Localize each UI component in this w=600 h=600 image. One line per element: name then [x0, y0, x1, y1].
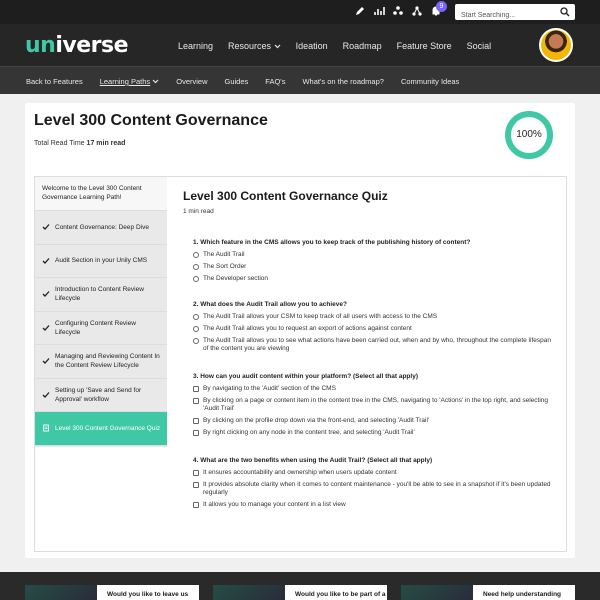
checkbox[interactable] — [193, 482, 199, 488]
radio-button[interactable] — [193, 252, 199, 258]
subnav-community-ideas[interactable]: Community Ideas — [400, 77, 460, 86]
footer-card-image — [25, 585, 97, 600]
welcome-step[interactable]: Welcome to the Level 300 Content Governance Learning Path! — [35, 177, 167, 211]
nav-learning[interactable]: Learning — [178, 41, 214, 51]
sidebar-step-label: Level 300 Content Governance Quiz — [55, 424, 161, 432]
nav-ideation[interactable]: Ideation — [295, 41, 328, 51]
page-title: Level 300 Content Governance — [34, 112, 268, 129]
answer-option[interactable] — [193, 251, 553, 259]
question-title: 1. Which feature in the CMS allows you to keep track of the publishing history of content? — [193, 239, 471, 246]
answer-label: By right clicking on any node in the content tree, and selecting 'Audit Trail' — [203, 429, 415, 436]
notifications-button[interactable] — [430, 5, 442, 17]
checkmark-icon — [42, 290, 50, 298]
radio-button[interactable] — [193, 314, 199, 320]
steps-sidebar — [35, 177, 167, 447]
chevron-down-icon — [274, 44, 281, 49]
answer-label: By clicking on the profile drop down via the front-end, and selecting 'Audit Trail' — [203, 417, 430, 424]
footer-card-image — [213, 585, 285, 600]
radio-button[interactable] — [193, 264, 199, 270]
utility-icons — [354, 5, 442, 17]
sidebar-step-label: Introduction to Content Review Lifecycle — [55, 286, 144, 303]
radio-button[interactable] — [193, 338, 199, 344]
progress-label: 100% — [516, 129, 542, 140]
checkmark-icon — [42, 357, 50, 365]
checkbox[interactable] — [193, 418, 199, 424]
footer-card[interactable] — [25, 585, 199, 600]
answer-option[interactable] — [193, 325, 553, 333]
nav-resources-label: Resources — [228, 41, 272, 51]
question-title: 2. What does the Audit Trail allow you to achieve? — [193, 301, 347, 308]
answer-option[interactable] — [193, 429, 553, 437]
answer-option[interactable] — [193, 263, 553, 271]
checkmark-icon — [42, 257, 50, 265]
answer-option[interactable] — [193, 397, 553, 413]
footer-card-text: Would you like to leave us — [107, 591, 189, 598]
sidebar-step[interactable] — [35, 211, 167, 245]
subnav-overview[interactable]: Overview — [176, 77, 208, 86]
answer-option[interactable] — [193, 469, 553, 477]
subnav-learning-paths[interactable] — [100, 77, 160, 86]
sub-nav — [0, 66, 600, 94]
logo[interactable] — [25, 33, 128, 58]
notification-badge: 9 — [436, 1, 447, 12]
search-box — [455, 4, 575, 20]
nav-resources[interactable] — [228, 41, 281, 51]
checkmark-icon — [42, 223, 50, 231]
sidebar-step[interactable] — [35, 345, 167, 379]
document-icon — [42, 424, 50, 432]
question-title: 4. What are the two benefits when using the Audit Trail? (Select all that apply) — [193, 457, 433, 464]
read-time-label: Total Read Time — [34, 140, 85, 147]
chevron-down-icon — [152, 79, 159, 84]
footer-card-text: Would you like to be part of a — [295, 591, 386, 598]
answer-label: The Developer section — [203, 275, 269, 282]
answer-label: By navigating to the 'Audit' section of the CMS — [203, 385, 336, 392]
nav-social[interactable]: Social — [466, 41, 492, 51]
quiz-question — [193, 373, 553, 441]
search-icon[interactable] — [560, 7, 570, 17]
content-panel — [34, 176, 567, 552]
answer-label: The Audit Trail allows you to request an export of actions against content — [203, 325, 412, 332]
answer-option[interactable] — [193, 275, 553, 283]
question-title: 3. How can you audit content within your platform? (Select all that apply) — [193, 373, 418, 380]
answer-label: It ensures accountability and ownership when users update content — [203, 469, 397, 476]
nav-roadmap[interactable]: Roadmap — [342, 41, 382, 51]
answer-label: The Sort Order — [203, 263, 247, 270]
search-input[interactable] — [455, 8, 555, 24]
sidebar-step-label: Configuring Content Review Lifecycle — [55, 319, 136, 336]
answer-option[interactable] — [193, 385, 553, 393]
sidebar-step[interactable] — [35, 312, 167, 346]
answer-label: The Audit Trail allows your CSM to keep track of all users with access to the CMS — [203, 313, 438, 320]
quiz-title: Level 300 Content Governance Quiz — [183, 189, 388, 203]
learning-path-card — [25, 103, 575, 558]
answer-option[interactable] — [193, 417, 553, 425]
subnav-back-to-features[interactable]: Back to Features — [26, 77, 83, 86]
logo-accent: un — [25, 33, 56, 58]
pen-icon[interactable] — [354, 5, 366, 17]
logo-text: iverse — [55, 33, 128, 58]
sidebar-step-label: Content Governance: Deep Dive — [55, 223, 149, 231]
subnav-learning-paths-label: Learning Paths — [99, 77, 151, 86]
main-header — [0, 24, 600, 66]
checkmark-icon — [42, 391, 50, 399]
sidebar-step[interactable] — [35, 379, 167, 413]
answer-option[interactable] — [193, 501, 553, 509]
sidebar-step-label: Setting up 'Save and Send for Approval' workflow — [55, 386, 142, 403]
radio-button[interactable] — [193, 326, 199, 332]
answer-option[interactable] — [193, 313, 553, 321]
group-icon[interactable] — [392, 5, 404, 17]
sidebar-step-label: Managing and Reviewing Content In the Content Review Lifecycle — [55, 353, 160, 370]
nav-feature-store[interactable]: Feature Store — [396, 41, 452, 51]
answer-option[interactable] — [193, 337, 553, 353]
footer-card[interactable] — [401, 585, 575, 600]
checkmark-icon — [42, 324, 50, 332]
main-nav — [178, 41, 491, 51]
read-time — [34, 140, 125, 147]
sidebar-step[interactable] — [35, 278, 167, 312]
avatar[interactable] — [539, 28, 573, 62]
checkbox[interactable] — [193, 430, 199, 436]
answer-label: The Audit Trail allows you to see what actions have been carried out, when and by who, throughout the complete lifespan of the content you are viewing — [203, 337, 551, 352]
stats-icon[interactable] — [373, 5, 385, 17]
footer-strip — [0, 572, 600, 600]
subnav-faqs[interactable]: FAQ's — [265, 77, 286, 86]
sidebar-step-label: Audit Section in your Unily CMS — [55, 257, 148, 265]
answer-label: By clicking on a page or content item in the content tree in the CMS, navigating to 'Actions' in the top right, and selecting 'Audit Trail' — [203, 397, 549, 412]
subnav-guides[interactable]: Guides — [224, 77, 249, 86]
checkbox[interactable] — [193, 386, 199, 392]
footer-card-image — [401, 585, 473, 600]
read-time-value: 17 min read — [86, 140, 126, 147]
quiz-question — [193, 239, 553, 287]
answer-label: It allows you to manage your content in a list view — [203, 501, 346, 508]
checkbox[interactable] — [193, 470, 199, 476]
subnav-roadmap[interactable]: What's on the roadmap? — [302, 77, 384, 86]
answer-label: The Audit Trail — [203, 251, 245, 258]
answer-option[interactable] — [193, 481, 553, 497]
radio-button[interactable] — [193, 276, 199, 282]
checkbox[interactable] — [193, 398, 199, 404]
quiz-question — [193, 457, 553, 513]
answer-label: It provides absolute clarity when it comes to content maintenance - you'll be able to see in a snapshot if it's been updated regularly — [203, 481, 551, 496]
checkbox[interactable] — [193, 502, 199, 508]
sidebar-step[interactable] — [35, 245, 167, 279]
quiz-question — [193, 301, 553, 357]
footer-card-text: Need help understanding — [483, 591, 562, 598]
sidebar-step[interactable] — [35, 412, 167, 446]
quiz-read-time: 1 min read — [183, 208, 214, 215]
utility-bar — [0, 0, 600, 24]
network-icon[interactable] — [411, 5, 423, 17]
footer-card[interactable] — [213, 585, 387, 600]
